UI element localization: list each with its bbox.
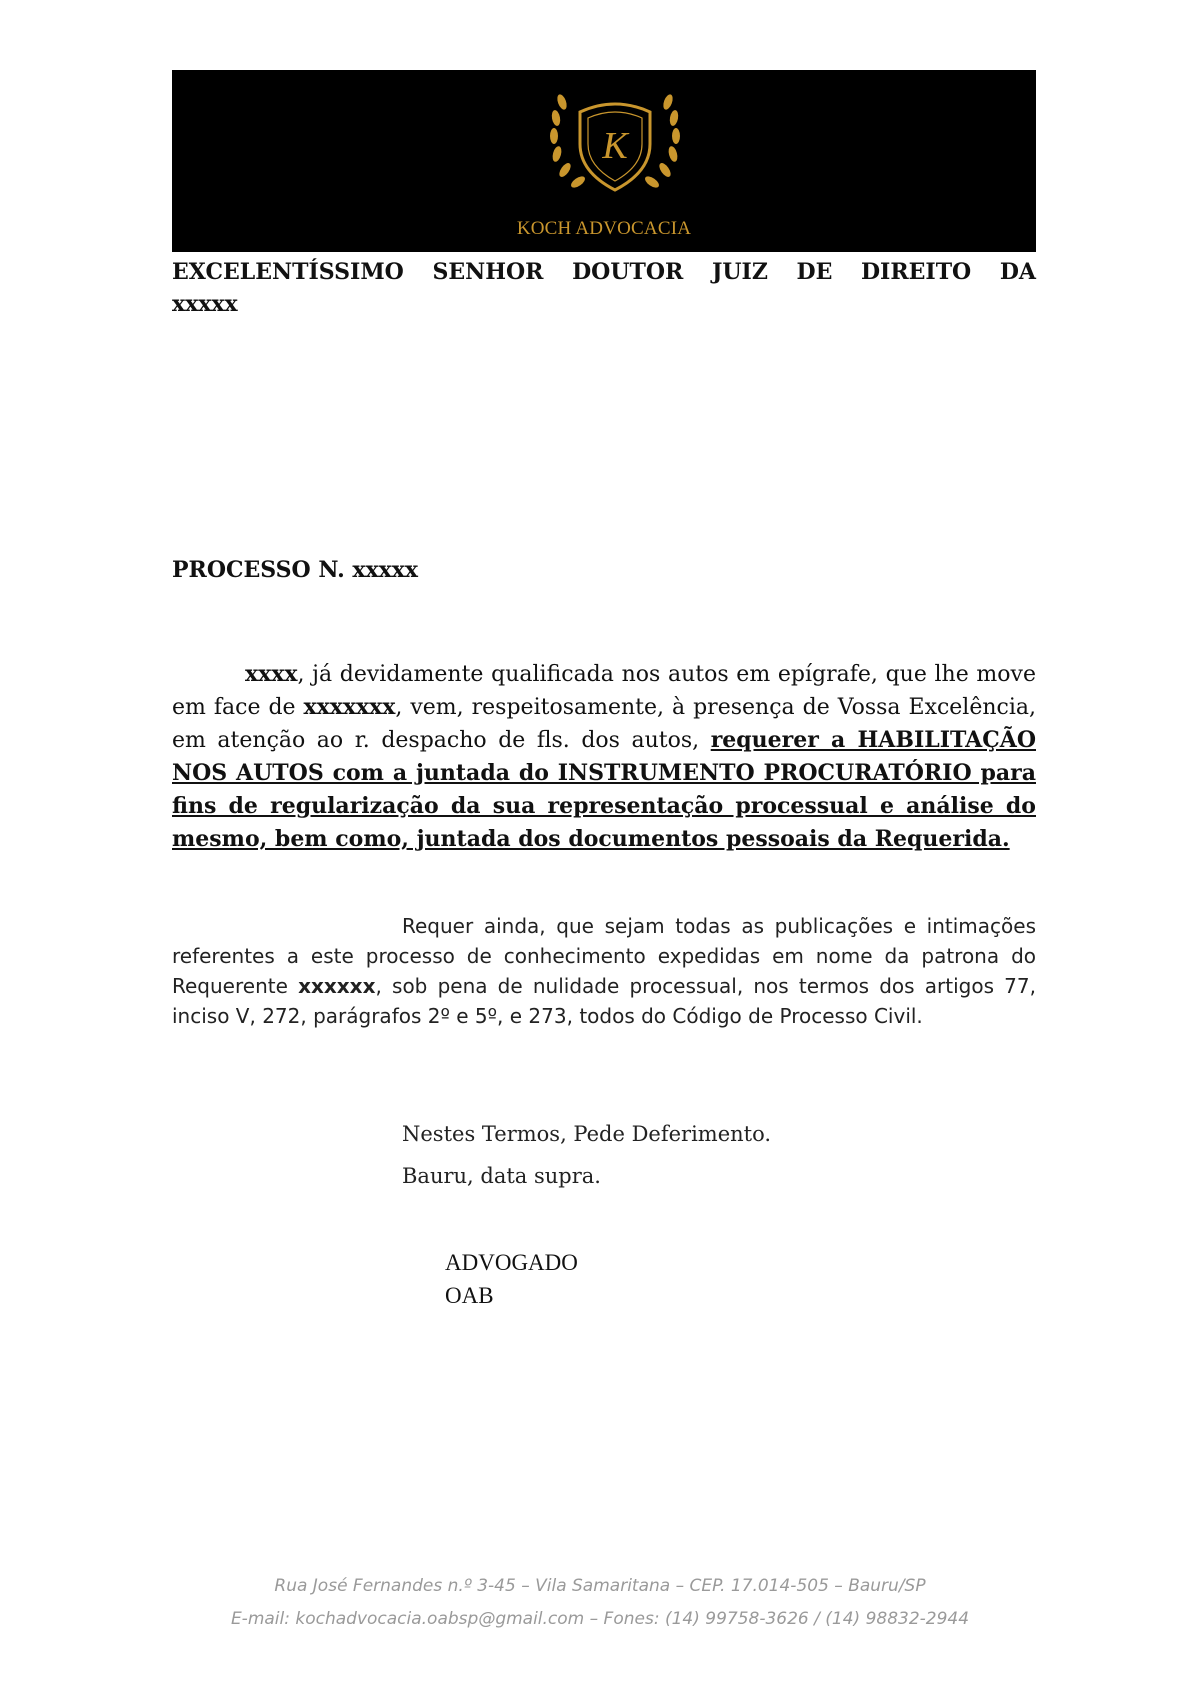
place-date: Bauru, data supra. (402, 1164, 601, 1188)
opposing-party: xxxxxxx (303, 694, 396, 720)
document-title: EXCELENTÍSSIMO SENHOR DOUTOR JUIZ DE DIREITO DA (172, 259, 1036, 285)
brand-name: KOCH ADVOCACIA (516, 218, 692, 239)
process-value: xxxxx (352, 557, 418, 583)
paragraph-text: , vem, respeitosamente, à presença de Vossa Excelência, em atenção ao r. despacho de fls. dos autos, (172, 695, 1037, 753)
attorney-name: xxxxxx (298, 974, 376, 998)
laurel-shield-logo (540, 82, 690, 210)
signature-oab: OAB (445, 1283, 494, 1308)
footer-contact: E-mail: kochadvocacia.oabsp@gmail.com – Fones: (14) 99758-3626 / (14) 98832-2944 (230, 1609, 970, 1629)
footer-address: Rua José Fernandes n.º 3-45 – Vila Samaritana – CEP. 17.014-505 – Bauru/SP (274, 1576, 926, 1596)
party-name: xxxx (245, 661, 298, 687)
request-paragraph (172, 658, 1036, 856)
request-highlight: requerer a HABILITAÇÃO NOS AUTOS com a juntada do INSTRUMENTO PROCURATÓRIO para fins de regularização da sua representação processual e análise do mesmo, bem como, juntada dos documentos pessoais da Requerida. (172, 727, 1036, 852)
closing-formula: Nestes Termos, Pede Deferimento. (402, 1122, 772, 1146)
publication-paragraph (172, 911, 1036, 1031)
process-label: PROCESSO N. (172, 557, 353, 583)
logo-monogram: K (602, 125, 628, 167)
process-number (172, 554, 418, 586)
document-title-court: xxxxx (172, 291, 238, 317)
paragraph-text: , sob pena de nulidade processual, nos termos dos artigos 77, inciso V, 272, parágrafos 2º e 5º, e 273, todos do Código de Processo Civil. (172, 974, 1036, 1028)
signature-name: ADVOGADO (445, 1250, 578, 1275)
paragraph-text: Requer ainda, que sejam todas as publicações e intimações referentes a este processo de conhecimento expedidas em nome da patrona do Requerente (172, 914, 1036, 998)
paragraph-text: , já devidamente qualificada nos autos em epígrafe, que lhe move em face de (172, 662, 1036, 720)
